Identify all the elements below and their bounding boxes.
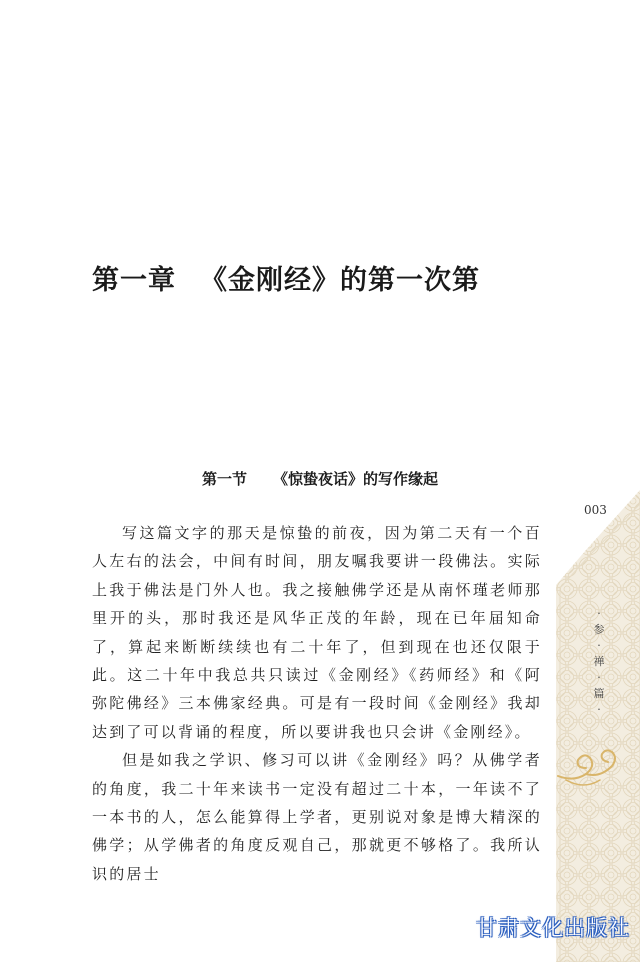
chapter-title	[92, 258, 480, 297]
chapter-label: 第一章	[92, 265, 176, 296]
section-label: 第一节	[201, 470, 247, 488]
side-decoration	[556, 490, 640, 962]
series-label: · 参 · 禅 · 篇 ·	[589, 606, 609, 718]
series-char: 禅	[593, 655, 605, 668]
page-number: 003	[584, 503, 607, 517]
series-char: 篇	[593, 687, 605, 700]
paragraph: 但是如我之学识、修习可以讲《金刚经》吗？从佛学者的角度，我二十年来读书一定没有超过二十本，一年读不了一本书的人，怎么能算得上学者，更别说对象是博大精深的佛学；从学佛者的角度反观自己，那就更不够格了。我所认识的居士	[92, 751, 542, 883]
series-char: 参	[593, 623, 605, 636]
chapter-name: 《金刚经》的第一次第	[200, 265, 480, 296]
section-title	[0, 468, 640, 489]
section-name: 《惊蛰夜话》的写作缘起	[273, 470, 439, 488]
publisher-watermark: 甘肃文化出版社	[476, 916, 630, 940]
body-text	[92, 519, 542, 888]
paragraph: 写这篇文字的那天是惊蛰的前夜，因为第二天有一个百人左右的法会，中间有时间，朋友嘱我要讲一段佛法。实际上我于佛法是门外人也。我之接触佛学还是从南怀瑾老师那里开的头，那时我还是风华正茂的年龄，现在已年届知命了，算起来断断续续也有二十年了，但到现在也还仅限于此。这二十年中我总共只读过《金刚经》《药师经》和《阿弥陀佛经》三本佛家经典。可是有一段时间《金刚经》我却达到了可以背诵的程度，所以要讲我也只会讲《金刚经》。	[92, 524, 542, 741]
